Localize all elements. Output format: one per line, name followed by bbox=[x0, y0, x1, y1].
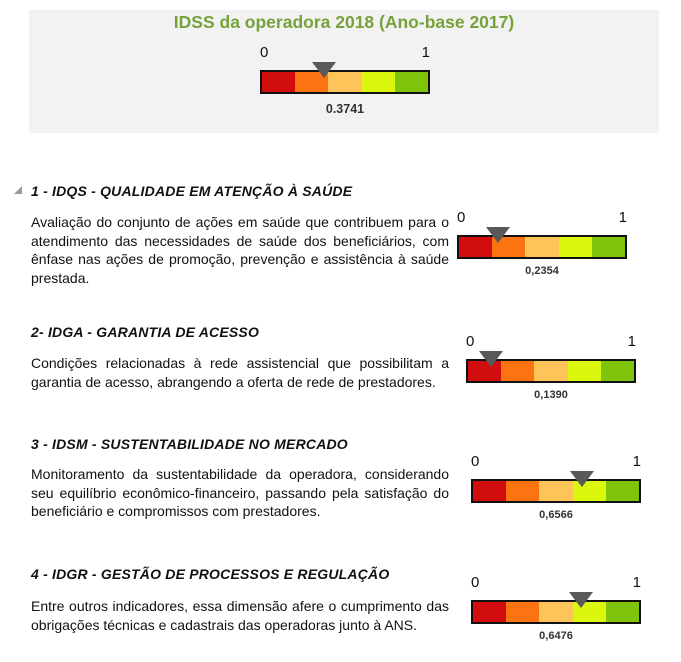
gauge-marker-icon bbox=[312, 62, 336, 78]
gauge-segment-red bbox=[473, 602, 506, 622]
gauge-value: 0,6476 bbox=[539, 630, 573, 642]
gauge-max-label: 1 bbox=[632, 574, 641, 591]
section-description-idsm: Monitoramento da sustentabilidade da operadora, considerando seu equilíbrio econômico-financeiro, passando pela satisfação do beneficiário e compromissos com prestadores. bbox=[31, 466, 449, 519]
gauge-marker-icon bbox=[479, 351, 503, 367]
gauge-segment-orange bbox=[506, 602, 539, 622]
summary-title: IDSS da operadora 2018 (Ano-base 2017) bbox=[173, 12, 515, 32]
section-title-idsm: 3 - IDSM - SUSTENTABILIDADE NO MERCADO bbox=[31, 436, 348, 452]
gauge-segment-red bbox=[262, 72, 295, 92]
gauge-max-label: 1 bbox=[618, 209, 627, 226]
gauge-segment-light-orange bbox=[539, 481, 572, 501]
gauge-bar bbox=[471, 600, 641, 624]
gauge-bar bbox=[457, 235, 627, 259]
gauge-value: 0,1390 bbox=[534, 389, 568, 401]
gauge-max-label: 1 bbox=[627, 333, 636, 350]
gauge-segment-green bbox=[601, 361, 634, 381]
gauge-segment-light-orange bbox=[534, 361, 567, 381]
section-description-idgr: Entre outros indicadores, essa dimensão afere o cumprimento das obrigações técnicas e cadastrais das operadoras junto à ANS. bbox=[31, 598, 449, 633]
gauge-marker-icon bbox=[570, 471, 594, 487]
section-title-idga: 2- IDGA - GARANTIA DE ACESSO bbox=[31, 324, 260, 340]
gauge-min-label: 0 bbox=[471, 574, 480, 591]
gauge-segment-green bbox=[606, 481, 639, 501]
gauge-segment-orange bbox=[501, 361, 534, 381]
summary-panel bbox=[29, 10, 659, 133]
gauge-min-label: 0 bbox=[466, 333, 475, 350]
gauge-min-label: 0 bbox=[260, 44, 269, 61]
gauge-segment-green bbox=[606, 602, 639, 622]
gauge-max-label: 1 bbox=[632, 453, 641, 470]
gauge-segment-light-orange bbox=[525, 237, 558, 257]
gauge-segment-green bbox=[395, 72, 428, 92]
gauge-segment-yellow-green bbox=[568, 361, 601, 381]
gauge-bar bbox=[471, 479, 641, 503]
section-title-idqs: 1 - IDQS - QUALIDADE EM ATENÇÃO À SAÚDE bbox=[31, 183, 353, 199]
gauge-marker-icon bbox=[486, 227, 510, 243]
section-title-idgr: 4 - IDGR - GESTÃO DE PROCESSOS E REGULAÇÃO bbox=[31, 566, 390, 582]
gauge-segment-orange bbox=[506, 481, 539, 501]
gauge-value: 0.3741 bbox=[325, 102, 365, 116]
collapse-triangle-icon[interactable] bbox=[14, 186, 22, 194]
gauge-segment-yellow-green bbox=[362, 72, 395, 92]
gauge-min-label: 0 bbox=[457, 209, 466, 226]
gauge-segment-green bbox=[592, 237, 625, 257]
gauge-max-label: 1 bbox=[421, 44, 430, 61]
gauge-value: 0,2354 bbox=[525, 265, 559, 277]
section-description-idqs: Avaliação do conjunto de ações em saúde que contribuem para o atendimento das necessidades de saúde dos beneficiários, com ênfase nas ações de promoção, prevenção e assistência à saúde prestada. bbox=[31, 214, 449, 286]
gauge-segment-yellow-green bbox=[559, 237, 592, 257]
section-description-idga: Condições relacionadas à rede assistencial que possibilitam a garantia de acesso, abrangendo a oferta de rede de prestadores. bbox=[31, 355, 449, 390]
gauge-min-label: 0 bbox=[471, 453, 480, 470]
gauge-bar bbox=[260, 70, 430, 94]
gauge-segment-red bbox=[473, 481, 506, 501]
gauge-value: 0,6566 bbox=[539, 509, 573, 521]
gauge-marker-icon bbox=[569, 592, 593, 608]
